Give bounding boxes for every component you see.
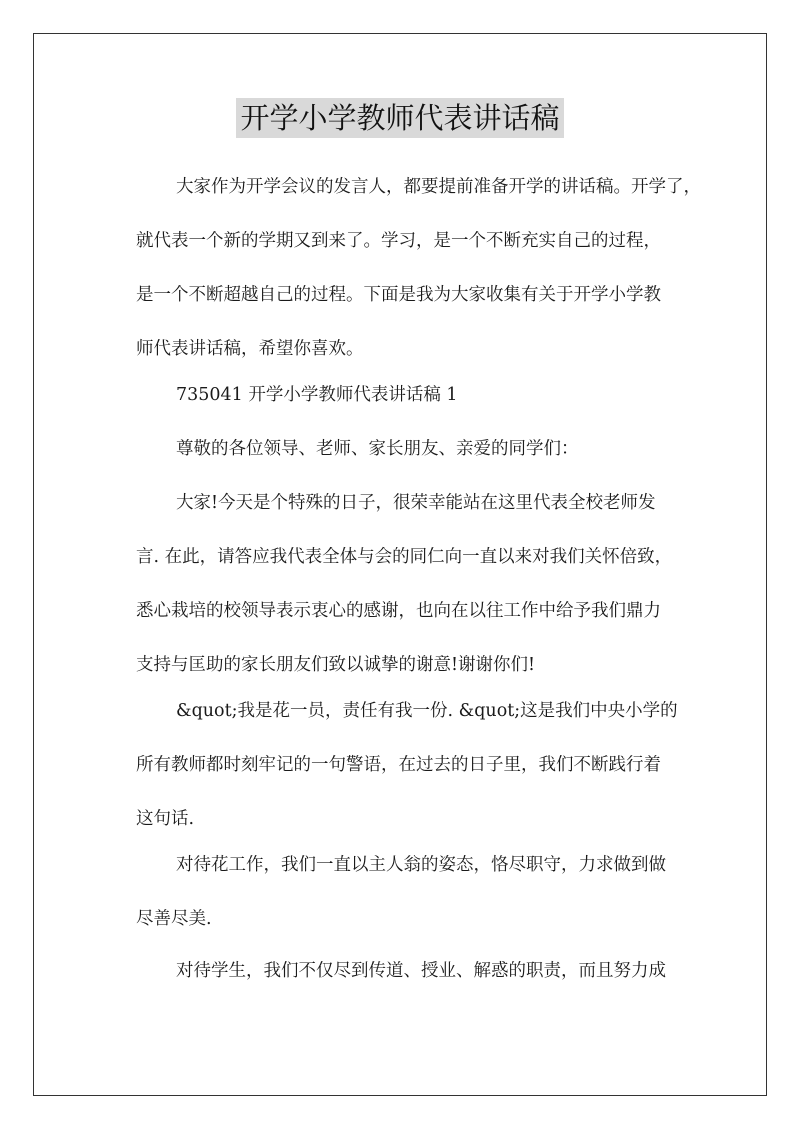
paragraph-heading — [96, 368, 708, 422]
paragraph-line: 是一个不断超越自己的过程。下面是我为大家收集有关于开学小学教 — [136, 285, 661, 305]
paragraph-work — [96, 838, 708, 946]
document-title: 开学小学教师代表讲话稿 — [236, 98, 563, 138]
paragraph-line: 这句话. — [136, 809, 195, 829]
paragraph-line: 对待花工作，我们一直以主人翁的姿态，恪尽职守，力求做到做 — [176, 855, 666, 875]
paragraph-line: 735041 开学小学教师代表讲话稿 1 — [176, 385, 458, 405]
paragraph-intro — [96, 160, 708, 376]
paragraph-line: 尊敬的各位领导、老师、家长朋友、亲爱的同学们： — [176, 439, 579, 459]
paragraph-line: 大家!今天是个特殊的日子，很荣幸能站在这里代表全校老师发 — [176, 493, 656, 513]
paragraph-thanks — [96, 476, 708, 692]
paragraph-line: 言. 在此，请答应我代表全体与会的同仁向一直以来对我们关怀倍致， — [136, 547, 673, 567]
title-wrap — [0, 98, 800, 138]
paragraph-line: 支持与匡助的家长朋友们致以诚挚的谢意!谢谢你们! — [136, 655, 536, 675]
paragraph-line: 尽善尽美. — [136, 909, 212, 929]
paragraph-line: &quot;我是花一员，责任有我一份. &quot;这是我们中央小学的 — [176, 701, 678, 721]
paragraph-line: 对待学生，我们不仅尽到传道、授业、解惑的职责，而且努力成 — [176, 961, 666, 981]
paragraph-line: 大家作为开学会议的发言人，都要提前准备开学的讲话稿。开学了， — [176, 177, 701, 197]
paragraph-students — [96, 944, 708, 998]
paragraph-line: 悉心栽培的校领导表示衷心的感谢，也向在以往工作中给予我们鼎力 — [136, 601, 661, 621]
paragraph-salutation — [96, 422, 708, 476]
paragraph-motto — [96, 684, 708, 846]
paragraph-line: 就代表一个新的学期又到来了。学习，是一个不断充实自己的过程， — [136, 231, 661, 251]
paragraph-line: 师代表讲话稿，希望你喜欢。 — [136, 339, 364, 359]
paragraph-line: 所有教师都时刻牢记的一句警语，在过去的日子里，我们不断践行着 — [136, 755, 661, 775]
